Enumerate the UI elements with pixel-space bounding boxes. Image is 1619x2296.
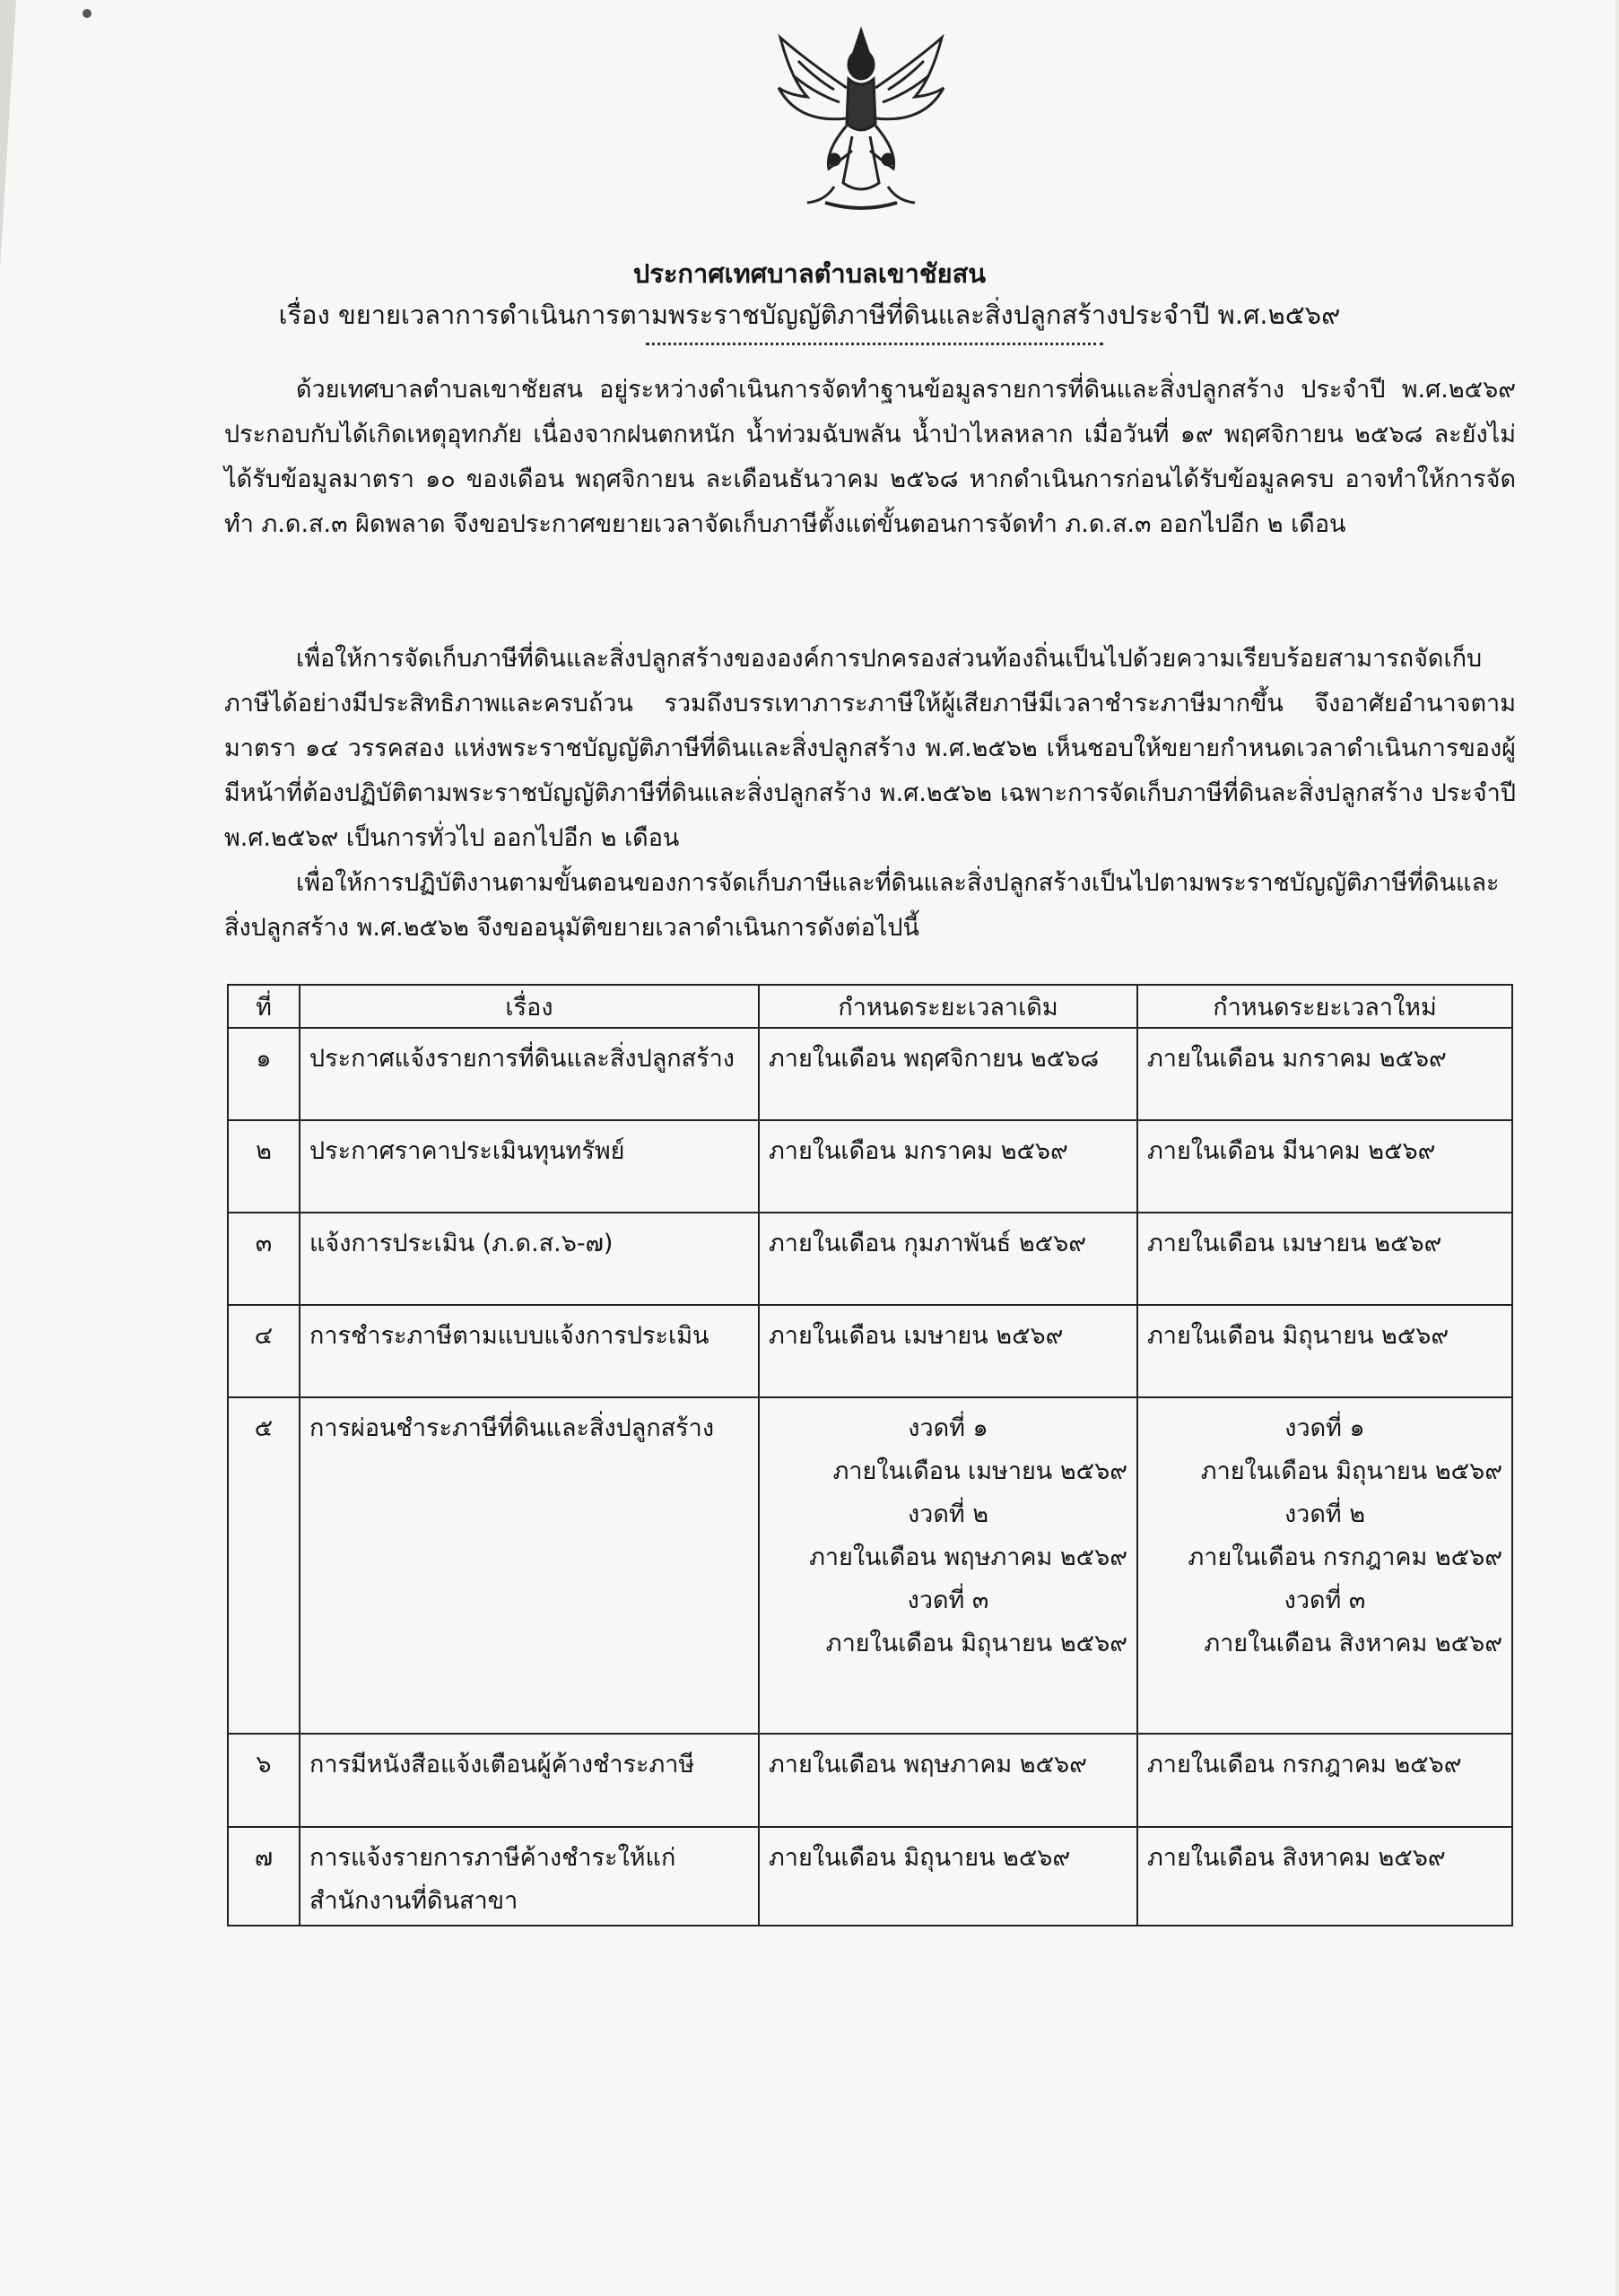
- scan-speck: [83, 9, 91, 18]
- table-header-row: [228, 985, 1512, 1028]
- row-subject-line: การแจ้งรายการภาษีค้างชำระให้แก่: [309, 1844, 676, 1872]
- row-no: ๕: [228, 1397, 300, 1734]
- installment-period: ภายในเดือน มิถุนายน ๒๕๖๙: [1200, 1457, 1502, 1485]
- row-subject: การมีหนังสือแจ้งเตือนผู้ค้างชำระภาษี: [300, 1734, 759, 1827]
- body-paragraph-1: [224, 368, 1516, 547]
- table-row: [228, 1213, 1512, 1305]
- row-no: ๔: [228, 1305, 300, 1397]
- row-old-deadline: ภายในเดือน กุมภาพันธ์ ๒๕๖๙: [759, 1213, 1137, 1305]
- row-subject: [300, 1827, 759, 1926]
- installment-label: งวดที่ ๑: [908, 1414, 988, 1442]
- paragraph-text: ด้วยเทศบาลตำบลเขาชัยสน อยู่ระหว่างดำเนินการจัดทำฐานข้อมูลรายการที่ดินและสิ่งปลูกสร้าง ประจำปี พ.ศ.๒๕๖๙ ประกอบกับได้เกิดเหตุอุทกภัย เนื่องจากฝนตกหนัก น้ำท่วมฉับพลัน น้ำป่าไหลหลาก เมื่อวันที่ ๑๙ พฤศจิกายน ๒๕๖๘ ละยังไม่ได้รับข้อมูลมาตรา ๑๐ ของเดือน พฤศจิกายน ละเดือนธันวาคม ๒๕๖๘ หากดำเนินการก่อนได้รับข้อมูลครบ อาจทำให้การจัดทำ ภ.ด.ส.๓ ผิดพลาด จึงขอประกาศขยายเวลาจัดเก็บภาษีตั้งแต่ขั้นตอนการจัดทำ ภ.ด.ส.๓ ออกไปอีก ๒ เดือน: [224, 376, 1516, 538]
- installment-period: ภายในเดือน สิงหาคม ๒๕๖๙: [1204, 1630, 1502, 1657]
- table-row: [228, 1305, 1512, 1397]
- installment-period: ภายในเดือน กรกฎาคม ๒๕๖๙: [1188, 1544, 1502, 1571]
- installment-period: ภายในเดือน พฤษภาคม ๒๕๖๙: [809, 1544, 1127, 1571]
- row-new-deadline: ภายในเดือน มกราคม ๒๕๖๙: [1137, 1028, 1512, 1120]
- header-new-deadline: กำหนดระยะเวลาใหม่: [1137, 985, 1512, 1028]
- header-subject: เรื่อง: [300, 985, 759, 1028]
- row-old-deadline: ภายในเดือน มิถุนายน ๒๕๖๙: [759, 1827, 1137, 1926]
- paragraph-text: เพื่อให้การจัดเก็บภาษีที่ดินและสิ่งปลูกสร้างขององค์การปกครองส่วนท้องถิ่นเป็นไปด้วยความเรียบร้อยสามารถจัดเก็บภาษีได้อย่างมีประสิทธิภาพและครบถ้วน รวมถึงบรรเทาภาระภาษีให้ผู้เสียภาษีมีเวลาชำระภาษีมากขึ้น จึงอาศัยอำนาจตามมาตรา ๑๔ วรรคสอง แห่งพระราชบัญญัติภาษีที่ดินและสิ่งปลูกสร้าง พ.ศ.๒๕๖๒ เห็นชอบให้ขยายกำหนดเวลาดำเนินการของผู้มีหน้าที่ต้องปฏิบัติตามพระราชบัญญัติภาษีที่ดินและสิ่งปลูกสร้าง พ.ศ.๒๕๖๒ เฉพาะการจัดเก็บภาษีที่ดินละสิ่งปลูกสร้าง ประจำปี พ.ศ.๒๕๖๙ เป็นการทั่วไป ออกไปอีก ๒ เดือน: [224, 645, 1516, 852]
- row-new-deadline: ภายในเดือน มีนาคม ๒๕๖๙: [1137, 1120, 1512, 1213]
- body-paragraph-3: [224, 861, 1516, 951]
- table-row: [228, 1734, 1512, 1827]
- row-no: ๒: [228, 1120, 300, 1213]
- row-new-deadline: ภายในเดือน มิถุนายน ๒๕๖๙: [1137, 1305, 1512, 1397]
- installment-label: งวดที่ ๓: [907, 1587, 989, 1614]
- row-old-installments: [759, 1397, 1137, 1734]
- row-subject: ประกาศแจ้งรายการที่ดินและสิ่งปลูกสร้าง: [300, 1028, 759, 1120]
- row-old-deadline: ภายในเดือน พฤษภาคม ๒๕๖๙: [759, 1734, 1137, 1827]
- row-subject: การผ่อนชำระภาษีที่ดินและสิ่งปลูกสร้าง: [300, 1397, 759, 1734]
- row-new-deadline: ภายในเดือน เมษายน ๒๕๖๙: [1137, 1213, 1512, 1305]
- header-no: ที่: [228, 985, 300, 1028]
- table-row: [228, 1028, 1512, 1120]
- table-row: [228, 1120, 1512, 1213]
- announcement-subject: เรื่อง ขยายเวลาการดำเนินการตามพระราชบัญญัติภาษีที่ดินและสิ่งปลูกสร้างประจำปี พ.ศ.๒๕๖๙: [278, 300, 1341, 330]
- garuda-emblem-icon: [771, 25, 951, 213]
- schedule-table: [227, 984, 1513, 1926]
- installment-label: งวดที่ ๑: [1284, 1414, 1365, 1442]
- row-old-deadline: ภายในเดือน เมษายน ๒๕๖๙: [759, 1305, 1137, 1397]
- header-old-deadline: กำหนดระยะเวลาเดิม: [759, 985, 1137, 1028]
- row-subject: ประกาศราคาประเมินทุนทรัพย์: [300, 1120, 759, 1213]
- table-row: [228, 1827, 1512, 1926]
- row-subject-line: สำนักงานที่ดินสาขา: [309, 1887, 518, 1915]
- row-no: ๑: [228, 1028, 300, 1120]
- row-new-deadline: ภายในเดือน กรกฎาคม ๒๕๖๙: [1137, 1734, 1512, 1827]
- dotted-divider: [646, 343, 1103, 345]
- body-paragraph-2: [224, 637, 1516, 861]
- installment-label: งวดที่ ๓: [1284, 1587, 1366, 1614]
- row-no: ๖: [228, 1734, 300, 1827]
- table-row: [228, 1397, 1512, 1734]
- row-subject: การชำระภาษีตามแบบแจ้งการประเมิน: [300, 1305, 759, 1397]
- installment-label: งวดที่ ๒: [1284, 1500, 1366, 1528]
- row-new-deadline: ภายในเดือน สิงหาคม ๒๕๖๙: [1137, 1827, 1512, 1926]
- paragraph-text: เพื่อให้การปฏิบัติงานตามขั้นตอนของการจัดเก็บภาษีและที่ดินและสิ่งปลูกสร้างเป็นไปตามพระราชบัญญัติภาษีที่ดินและสิ่งปลูกสร้าง พ.ศ.๒๕๖๒ จึงขออนุมัติขยายเวลาดำเนินการดังต่อไปนี้: [224, 869, 1500, 942]
- row-old-deadline: ภายในเดือน มกราคม ๒๕๖๙: [759, 1120, 1137, 1213]
- row-subject: แจ้งการประเมิน (ภ.ด.ส.๖-๗): [300, 1213, 759, 1305]
- row-new-installments: [1137, 1397, 1512, 1734]
- installment-label: งวดที่ ๒: [907, 1500, 989, 1528]
- row-no: ๗: [228, 1827, 300, 1926]
- page-edge: [1615, 0, 1619, 2296]
- row-old-deadline: ภายในเดือน พฤศจิกายน ๒๕๖๘: [759, 1028, 1137, 1120]
- page-corner-fold: [0, 0, 16, 269]
- announcement-title: ประกาศเทศบาลตำบลเขาชัยสน: [632, 258, 987, 289]
- installment-period: ภายในเดือน มิถุนายน ๒๕๖๙: [825, 1630, 1127, 1657]
- installment-period: ภายในเดือน เมษายน ๒๕๖๙: [832, 1457, 1127, 1485]
- row-no: ๓: [228, 1213, 300, 1305]
